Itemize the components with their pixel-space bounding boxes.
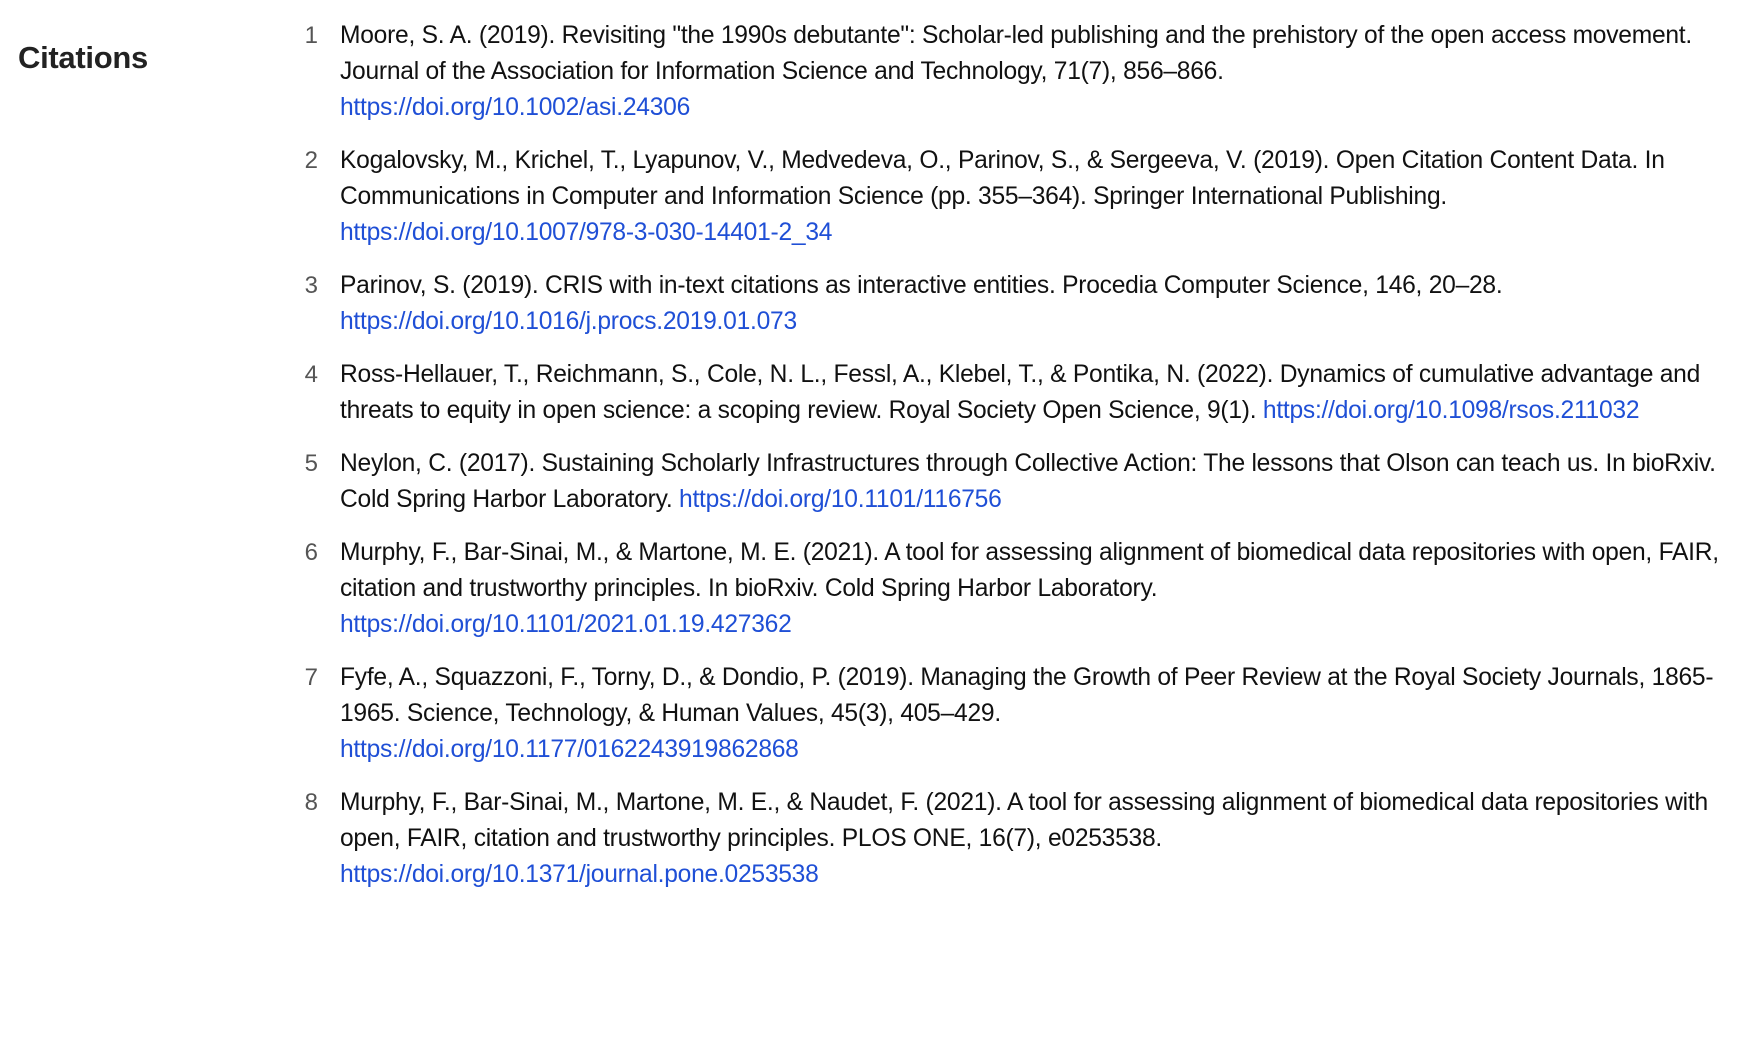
citation-item bbox=[290, 143, 1730, 251]
citation-doi-link[interactable]: https://doi.org/10.1371/journal.pone.0253538 bbox=[340, 861, 819, 888]
citation-number: 1 bbox=[304, 22, 318, 49]
citation-reference: Ross-Hellauer, T., Reichmann, S., Cole, N. L., Fessl, A., Klebel, T., & Pontika, N. (2022). Dynamics of cumulative advantage and threats to equity in open science: a scoping review. Royal Society Open Science, 9(1). bbox=[340, 361, 1701, 424]
citation-item bbox=[290, 535, 1730, 643]
citation-reference: Fyfe, A., Squazzoni, F., Torny, D., & Dondio, P. (2019). Managing the Growth of Peer Review at the Royal Society Journals, 1865-1965. Science, Technology, & Human Values, 45(3), 405–429. bbox=[340, 664, 1714, 727]
section-heading: Citations bbox=[18, 39, 148, 75]
citation-item bbox=[290, 268, 1730, 340]
citation-number: 5 bbox=[304, 450, 318, 477]
citation-text bbox=[340, 535, 1730, 643]
citation-reference: Kogalovsky, M., Krichel, T., Lyapunov, V., Medvedeva, O., Parinov, S., & Sergeeva, V. (2019). Open Citation Content Data. In Communications in Computer and Information Science (pp. 355–364). Springer International Publishing. bbox=[340, 147, 1665, 210]
citation-number: 2 bbox=[304, 147, 318, 174]
citation-text bbox=[340, 446, 1730, 518]
citation-text bbox=[340, 268, 1730, 340]
citation-doi-link[interactable]: https://doi.org/10.1016/j.procs.2019.01.073 bbox=[340, 308, 797, 335]
citation-list bbox=[290, 18, 1730, 910]
citation-text bbox=[340, 143, 1730, 251]
citation-item bbox=[290, 785, 1730, 893]
citation-text bbox=[340, 357, 1730, 429]
citation-item bbox=[290, 18, 1730, 126]
citation-doi-link[interactable]: https://doi.org/10.1098/rsos.211032 bbox=[1262, 397, 1640, 424]
citation-doi-link[interactable]: https://doi.org/10.1007/978-3-030-14401-2_34 bbox=[340, 219, 833, 246]
citation-reference: Parinov, S. (2019). CRIS with in-text citations as interactive entities. Procedia Computer Science, 146, 20–28. bbox=[340, 272, 1503, 299]
citation-item bbox=[290, 357, 1730, 429]
citation-reference: Murphy, F., Bar-Sinai, M., Martone, M. E., & Naudet, F. (2021). A tool for assessing alignment of biomedical data repositories with open, FAIR, citation and trustworthy principles. PLOS ONE, 16(7), e0253538. bbox=[340, 789, 1708, 852]
citation-text bbox=[340, 785, 1730, 893]
citation-number: 7 bbox=[304, 664, 318, 691]
citation-number: 6 bbox=[304, 539, 318, 566]
citation-text bbox=[340, 660, 1730, 768]
citation-doi-link[interactable]: https://doi.org/10.1101/116756 bbox=[679, 486, 1002, 513]
citation-doi-link[interactable]: https://doi.org/10.1002/asi.24306 bbox=[340, 94, 690, 121]
citation-reference: Murphy, F., Bar-Sinai, M., & Martone, M. E. (2021). A tool for assessing alignment of biomedical data repositories with open, FAIR, citation and trustworthy principles. In bioRxiv. Cold Spring Harbor Laboratory. bbox=[340, 539, 1719, 602]
citation-number: 4 bbox=[304, 361, 318, 388]
citation-reference: Neylon, C. (2017). Sustaining Scholarly Infrastructures through Collective Action: The lessons that Olson can teach us. In bioRxiv. Cold Spring Harbor Laboratory. bbox=[340, 450, 1716, 513]
citation-number: 3 bbox=[304, 272, 318, 299]
citation-item bbox=[290, 446, 1730, 518]
citation-number: 8 bbox=[304, 789, 318, 816]
citation-doi-link[interactable]: https://doi.org/10.1177/0162243919862868 bbox=[340, 736, 799, 763]
citation-reference: Moore, S. A. (2019). Revisiting "the 1990s debutante": Scholar-led publishing and the prehistory of the open access movement. Journal of the Association for Information Science and Technology, 71(7), 856–866. bbox=[340, 22, 1692, 85]
citation-doi-link[interactable]: https://doi.org/10.1101/2021.01.19.427362 bbox=[340, 611, 792, 638]
citation-item bbox=[290, 660, 1730, 768]
citation-text bbox=[340, 18, 1730, 126]
